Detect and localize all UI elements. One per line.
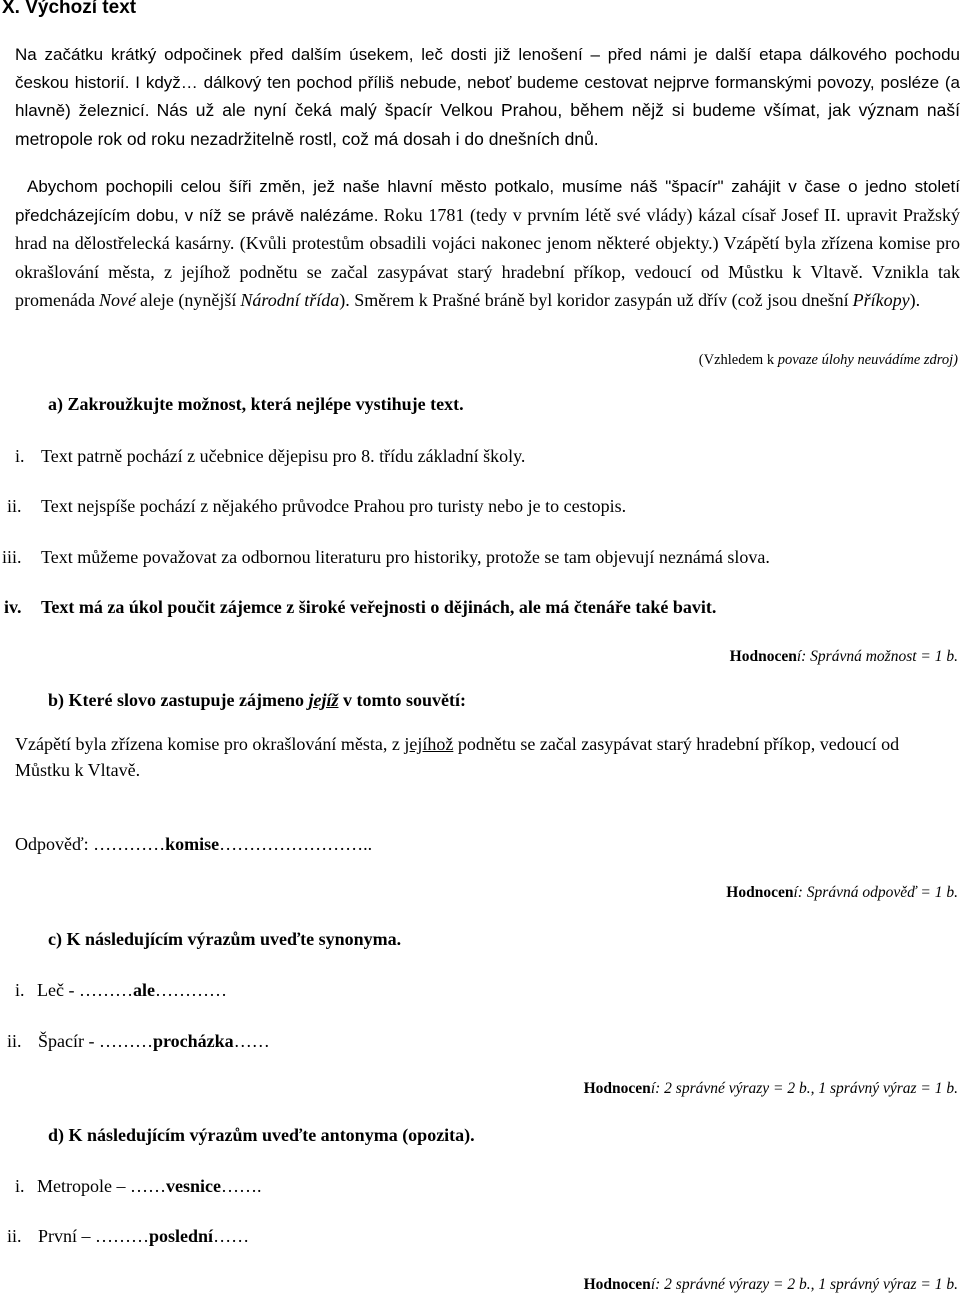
task-a-option-1[interactable] [15,445,955,469]
task-b-score [726,884,958,902]
task-c-score [584,1080,958,1098]
task-a-option-3[interactable] [2,546,955,570]
intro-text-sans: Na začátku krátký odpočinek před dalším úsekem, leč dosti již lenošení – před námi je další etapa dálkového pochodu českou historií. I když… dálkový ten pochod příliš nebude, neboť budeme cestovat nejprve formanskými povozy, posléze (a hlavně) železnicí. [15,45,960,120]
intro-text-sans-3: Abychom pochopili celou šíři změn, jež naše hlavní město potkalo, musíme náš "špacír" zahájit v čase o jedno století předcházejícím dobu, v níž se právě nalézáme. [15,177,960,225]
intro-text-sans-2: Nás už ale nyní čeká malý špacír Velkou Prahou, během nějž si budeme všímat, jak význam naší metropole rok od roku nezadržitelně rostl, což má dosah i do dnešních dnů. [15,100,960,149]
score-text: í: 2 správné výrazy = 2 b., 1 správný výraz = 1 b. [650,1276,958,1293]
answer-value: komise [165,834,220,854]
task-a-option-2[interactable] [7,495,955,519]
answer-dots: …………………….. [219,834,373,854]
intro-paragraph-2 [15,174,960,316]
intro-italic-prikopy: Příkopy [852,290,910,310]
task-c-item-1[interactable] [15,980,227,1001]
intro-text-serif-5: ). [909,290,921,310]
option-text: Text patrně pochází z učebnice dějepisu pro 8. třídu základní školy. [41,446,526,466]
task-a-score [730,648,958,666]
score-label: Hodnocen [583,1276,651,1293]
option-text: Text můžeme považovat za odbornou literaturu pro historiky, protože se tam objevují neznámá slova. [41,547,770,567]
answer-label: Odpověď: [15,834,94,854]
score-text: í: Správná odpověď = 1 b. [793,884,958,901]
item-answer: ale [132,980,155,1000]
item-dots: …… [213,1226,250,1246]
item-number: i. [15,1176,25,1196]
item-number: i. [15,980,25,1000]
source-note-pre: (Vzhledem k [698,352,778,368]
option-text: Text nejspíše pochází z nějakého průvodce Prahou pro turisty nebo je to cestopis. [41,496,627,516]
item-dots: ……… [78,980,133,1000]
item-number: ii. [7,1226,22,1246]
item-dots: ……… [99,1031,153,1051]
item-word: Špacír - [38,1031,99,1051]
task-c-question: c) K následujícím výrazům uveďte synonyma. [48,929,402,949]
score-text: í: 2 správné výrazy = 2 b., 1 správný výraz = 1 b. [650,1080,958,1097]
score-label: Hodnocen [726,884,794,901]
item-dots: …… [130,1176,166,1196]
item-word: Metropole – [37,1176,130,1196]
score-text: í: Správná možnost = 1 b. [796,648,958,665]
option-number: iv. [4,597,22,617]
score-label: Hodnocen [729,648,797,665]
task-a-option-4[interactable] [4,596,955,620]
source-note [699,352,958,369]
item-dots: …… [233,1031,270,1051]
source-note-italic: povaze úlohy neuvádíme zdroj) [777,352,958,368]
item-answer: procházka [153,1031,234,1051]
intro-text-serif-2: Vzápětí byla zřízena komise pro okrašlování města, z jejíhož podnětu se začal zasypávat starý hradební příkop, vedoucí od Můstku k Vltavě. Vznikla tak promenáda [15,233,960,310]
task-b-question [48,690,466,711]
task-d-item-2[interactable] [7,1226,249,1247]
score-label: Hodnocen [583,1080,651,1097]
task-d-score [584,1276,958,1294]
item-word: První – [38,1226,96,1246]
task-b-sentence-post: podnětu se začal zasypávat starý hradební příkop, vedoucí od Můstku k Vltavě. [15,734,900,780]
option-number: ii. [7,496,22,516]
task-c-item-2[interactable] [7,1031,270,1052]
intro-italic-nove: Nové [98,290,136,310]
item-answer: vesnice [166,1176,221,1196]
item-number: ii. [7,1031,22,1051]
task-b-answer[interactable] [15,834,372,855]
intro-paragraph-1 [15,42,960,154]
intro-text-serif-1: Roku 1781 (tedy v prvním létě své vlády) kázal císař Josef II. upravit Pražský hrad na dělostřelecká kasárny. (Kvůli protestům obsadili vojáci nakonec jenom některé objekty.) [15,204,960,253]
item-dots: ………… [154,980,227,1000]
task-b-sentence [15,731,945,783]
intro-italic-narodni: Národní třída [240,290,340,310]
task-b-question-word: jejíž [308,690,339,710]
task-b-question-post: v tomto souvětí: [338,690,466,710]
item-dots: ……… [95,1226,150,1246]
task-b-sentence-pre: Vzápětí byla zřízena komise pro okrašlování města, z [15,734,405,754]
option-number: i. [15,446,25,466]
option-text: Text má za úkol poučit zájemce z široké veřejnosti o dějinách, ale má čtenáře také bavit. [41,597,717,617]
item-answer: poslední [149,1226,214,1246]
intro-text-serif-4: ). Směrem k Prašné bráně byl koridor zasypán už dřív (což jsou dnešní [339,290,849,310]
task-b-question-pre: b) Které slovo zastupuje zájmeno [48,690,309,710]
item-word: Leč - [37,980,79,1000]
option-number: iii. [2,547,22,567]
item-dots: ……. [220,1176,262,1196]
intro-text-serif-3: aleje (nynější [139,290,237,310]
task-d-item-1[interactable] [15,1176,261,1197]
task-b-sentence-word: jejíhož [404,734,454,754]
task-d-question: d) K následujícím výrazům uveďte antonyma (opozita). [48,1125,475,1145]
answer-dots: ………… [93,834,166,854]
task-a-question: a) Zakroužkujte možnost, která nejlépe vystihuje text. [48,394,464,414]
section-heading: X. Výchozí text [2,0,137,18]
